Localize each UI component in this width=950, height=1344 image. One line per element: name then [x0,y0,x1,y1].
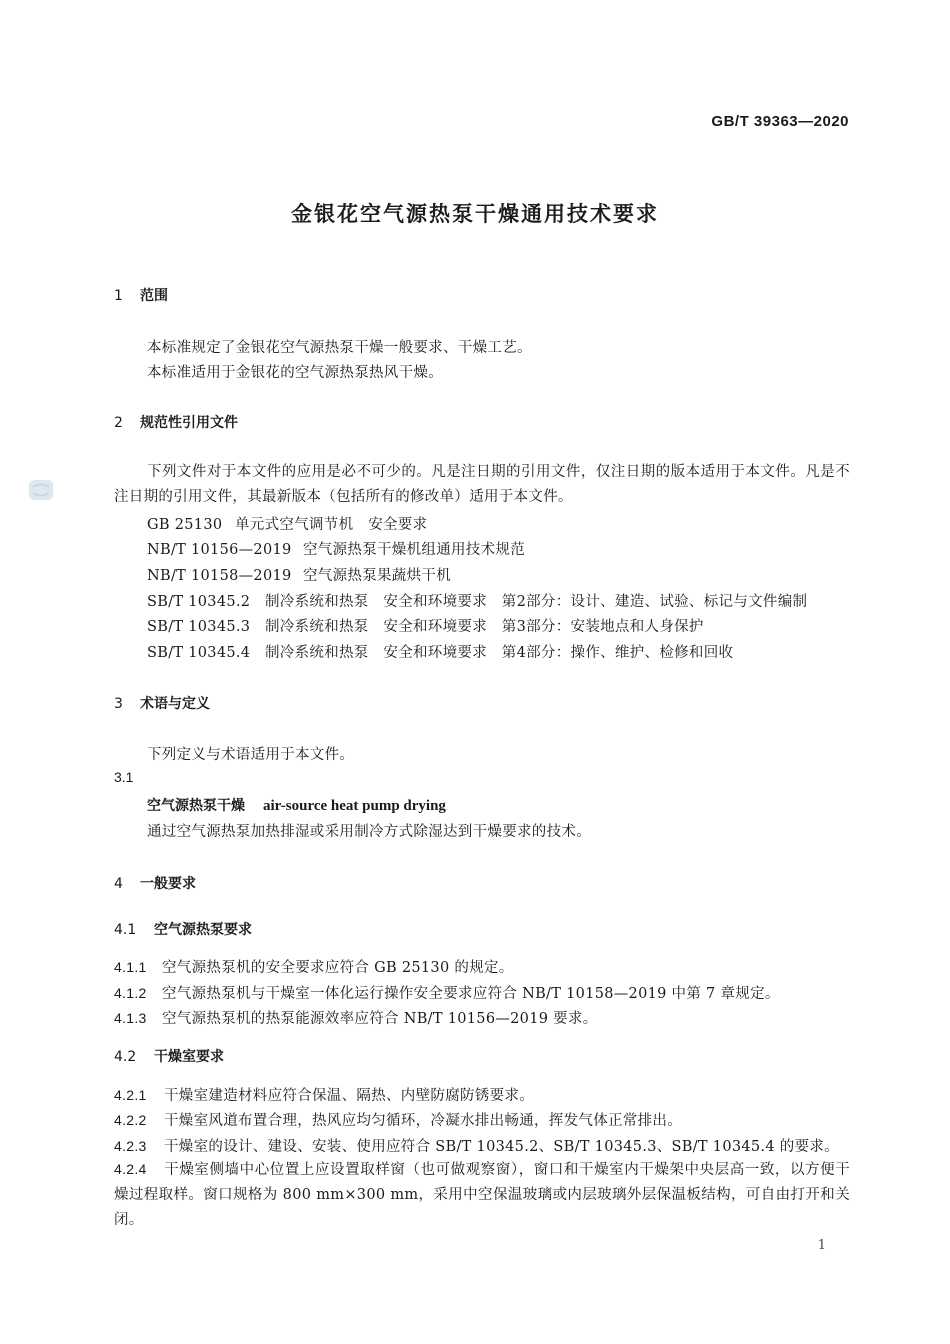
clause-text: 空气源热泵机与干燥室一体化运行操作安全要求应符合 NB/T 10158—2019 中第 7 章规定。 [162,986,780,1002]
clause [114,1109,682,1130]
reference-code: NB/T 10158—2019 [147,568,292,584]
reference-item [147,615,704,636]
section-title: 规范性引用文件 [140,415,238,431]
sac-logo-icon [28,478,54,502]
reference-item [147,564,451,585]
page-number: 1 [817,1238,826,1253]
clause-text: 空气源热泵机的安全要求应符合 GB 25130 的规定。 [162,960,514,976]
section-number: 1 [114,288,123,304]
subsection-number: 4.1 [114,922,137,938]
section-2-heading [114,412,238,432]
section-3-heading [114,693,210,713]
section-4-heading [114,873,196,893]
reference-code: SB/T 10345.3 [147,619,251,635]
reference-item [147,513,427,534]
subsection-title: 空气源热泵要求 [154,922,252,938]
clause-number: 4.2.4 [114,1161,147,1177]
clause-text: 空气源热泵机的热泵能源效率应符合 NB/T 10156—2019 要求。 [162,1011,598,1027]
clause [114,982,780,1003]
section-1-heading [114,285,168,305]
clause [114,1135,839,1156]
standard-code: GB/T 39363—2020 [711,113,849,130]
clause [114,956,514,977]
term-english: air-source heat pump drying [263,798,446,814]
clause-number: 4.2.3 [114,1138,147,1154]
subsection-title: 干燥室要求 [154,1049,224,1065]
clause-number: 4.1.2 [114,985,147,1001]
reference-title: 单元式空气调节机 安全要求 [235,517,428,533]
reference-item [147,590,807,611]
reference-title: 制冷系统和热泵 安全和环境要求 第2部分：设计、建造、试验、标记与文件编制 [265,594,808,610]
clause-text: 干燥室侧墙中心位置上应设置取样窗（也可做观察窗），窗口和干燥室内干燥架中央层高一致，以方便干燥过程取样。窗口规格为 800 mm×300 mm，采用中空保温玻璃或内层玻璃外层保温板结构，可自由打开和关闭。 [114,1162,850,1228]
term-definition: 通过空气源热泵加热排湿或采用制冷方式除湿达到干燥要求的技术。 [147,824,591,840]
clause [114,1084,534,1105]
reference-item [147,641,733,662]
paragraph: 本标准规定了金银花空气源热泵干燥一般要求、干燥工艺。 [147,340,532,356]
paragraph: 本标准适用于金银花的空气源热泵热风干燥。 [147,365,443,381]
section-number: 4 [114,876,123,892]
clause-number: 4.1.1 [114,959,147,975]
reference-title: 空气源热泵干燥机组通用技术规范 [303,542,525,558]
section-title: 范围 [140,288,168,304]
clause-text: 干燥室建造材料应符合保温、隔热、内壁防腐防锈要求。 [164,1088,534,1104]
term-entry [147,795,446,815]
term-chinese: 空气源热泵干燥 [147,798,245,814]
reference-title: 制冷系统和热泵 安全和环境要求 第4部分：操作、维护、检修和回收 [265,645,734,661]
clause-number: 4.1.3 [114,1010,147,1026]
reference-item [147,538,525,559]
section-number: 2 [114,415,123,431]
section-number: 3 [114,696,123,712]
reference-title: 空气源热泵果蔬烘干机 [303,568,451,584]
clause-text: 干燥室风道布置合理，热风应均匀循环，冷凝水排出畅通，挥发气体正常排出。 [164,1113,682,1129]
clause-text: 干燥室的设计、建设、安装、使用应符合 SB/T 10345.2、SB/T 10345.3、SB/T 10345.4 的要求。 [164,1139,839,1155]
paragraph: 下列定义与术语适用于本文件。 [147,747,355,763]
term-number: 3.1 [114,769,134,785]
document-title: 金银花空气源热泵干燥通用技术要求 [291,202,659,226]
reference-code: SB/T 10345.4 [147,645,251,661]
paragraph: 下列文件对于本文件的应用是必不可少的。凡是注日期的引用文件，仅注日期的版本适用于本文件。凡是不注日期的引用文件，其最新版本（包括所有的修改单）适用于本文件。 [114,464,850,505]
reference-code: GB 25130 [147,517,223,533]
section-title: 一般要求 [140,876,196,892]
section-title: 术语与定义 [140,696,210,712]
clause-number: 4.2.1 [114,1087,147,1103]
reference-code: SB/T 10345.2 [147,594,251,610]
subsection-4-1-heading [114,919,252,939]
subsection-4-2-heading [114,1046,224,1066]
clause [114,1007,598,1028]
reference-title: 制冷系统和热泵 安全和环境要求 第3部分：安装地点和人身保护 [265,619,704,635]
subsection-number: 4.2 [114,1049,137,1065]
clause-number: 4.2.2 [114,1112,147,1128]
reference-code: NB/T 10156—2019 [147,542,292,558]
clause [114,1157,850,1233]
